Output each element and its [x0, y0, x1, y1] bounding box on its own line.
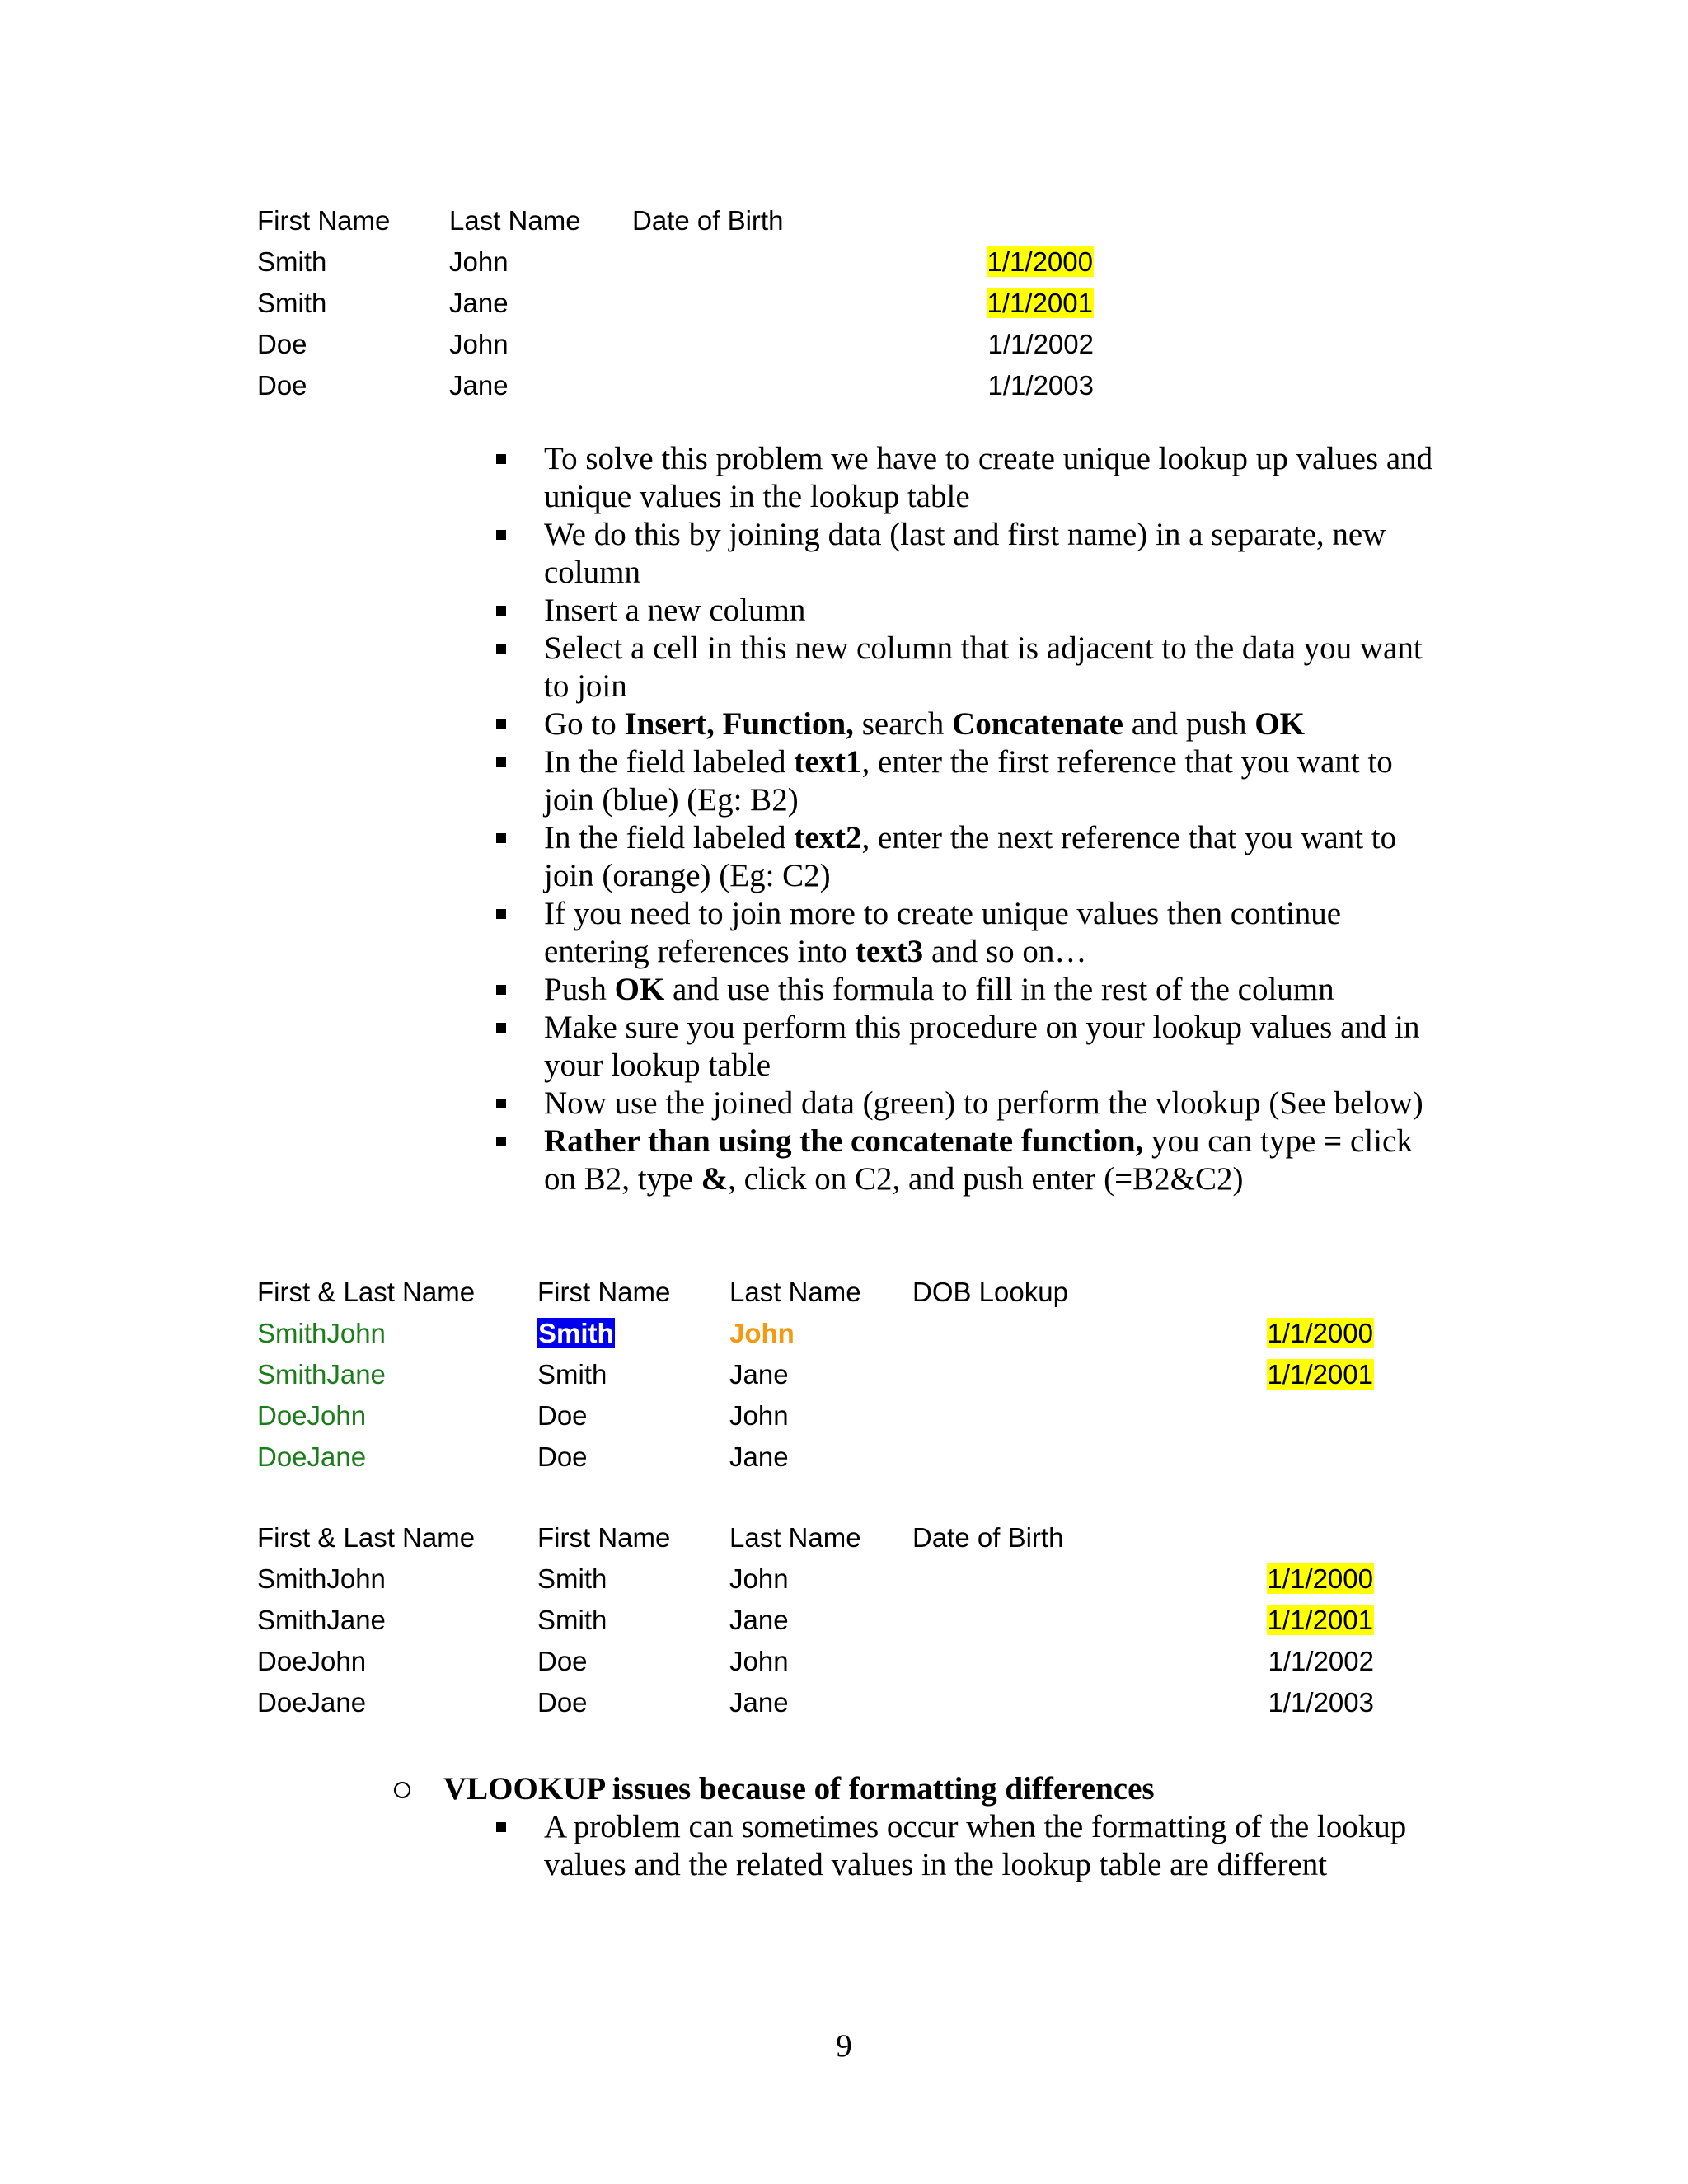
cell-text: John [729, 1400, 789, 1431]
cell-text: 1/1/2002 [987, 329, 1094, 359]
list-item [493, 440, 1449, 516]
table-header-row [257, 1272, 1411, 1313]
table-cell [729, 1313, 795, 1354]
list-item-text: you can type [1143, 1123, 1325, 1159]
list-item [493, 516, 1449, 592]
square-bullet-icon [496, 719, 506, 729]
table-row [257, 283, 1411, 324]
column-header: Date of Birth [632, 205, 784, 236]
table-row [257, 1682, 1411, 1723]
table-cell [729, 1641, 789, 1682]
cell-text: 1/1/2000 [987, 246, 1093, 277]
table-cell [257, 241, 326, 283]
table-row [257, 1436, 1411, 1478]
list-item [493, 1122, 1449, 1198]
cell-text: SmithJohn [257, 1318, 386, 1348]
list-item-text: , enter the next reference that you want to join (orange) (Eg: C2) [544, 820, 1397, 893]
table-cell [729, 1682, 789, 1723]
table-row [257, 241, 1411, 283]
cell-text: John [729, 1646, 789, 1676]
table-row [257, 1313, 1411, 1354]
table-cell [729, 1600, 789, 1641]
column-header: DOB Lookup [912, 1277, 1068, 1307]
page-number: 9 [836, 2028, 852, 2064]
square-bullet-icon [496, 1822, 506, 1832]
cell-text: 1/1/2002 [1268, 1646, 1374, 1676]
list-item-text: and so on… [923, 934, 1087, 969]
square-bullet-icon [496, 757, 506, 767]
list-item [493, 895, 1449, 971]
list-item-text: search [853, 706, 953, 742]
list-item-text: In the field labeled [544, 744, 795, 780]
table-cell [257, 1600, 386, 1641]
list-item-text: Select a cell in this new column that is adjacent to the data you want to join [544, 630, 1423, 704]
table-cell [537, 1641, 588, 1682]
bold-text: text3 [855, 934, 924, 969]
list-item [493, 1808, 1482, 1884]
table-cell [257, 365, 307, 406]
bold-text: Concatenate [952, 706, 1123, 742]
list-item [493, 819, 1449, 895]
table-row [257, 324, 1411, 365]
cell-text: Smith [537, 1359, 607, 1390]
table-cell [257, 283, 326, 324]
column-header: First Name [537, 1277, 671, 1307]
cell-text: Jane [729, 1687, 789, 1718]
table-cell [912, 1436, 1374, 1478]
square-bullet-icon [496, 1023, 506, 1033]
table-cell [912, 1558, 1374, 1600]
bold-text: Insert, Function, [624, 706, 854, 742]
column-header: Last Name [729, 1522, 861, 1553]
instruction-list [493, 440, 1449, 1198]
table-row [257, 1354, 1411, 1395]
list-item [493, 630, 1449, 705]
table-cell [632, 241, 1094, 283]
list-item-text: A problem can sometimes occur when the formatting of the lookup values and the related values in the lookup table are different [544, 1809, 1407, 1882]
table-cell [912, 1354, 1374, 1395]
cell-text: SmithJohn [257, 1563, 386, 1594]
cell-text: 1/1/2001 [1267, 1359, 1373, 1390]
table-row [257, 1641, 1411, 1682]
square-bullet-icon [496, 909, 506, 919]
table-cell [912, 1395, 1374, 1436]
list-item [493, 705, 1449, 743]
cell-text: Smith [538, 1318, 614, 1348]
bold-text: & [701, 1161, 729, 1197]
table-cell [632, 283, 1094, 324]
list-item-text: click on B2, type [544, 1123, 1413, 1197]
bold-text: text1 [794, 744, 862, 780]
table-cell [449, 324, 509, 365]
cell-text: DoeJane [257, 1687, 367, 1718]
table-cell [449, 241, 509, 283]
table-cell [729, 1558, 789, 1600]
square-bullet-icon [496, 606, 506, 616]
column-header: First Name [257, 205, 391, 236]
column-header: Last Name [449, 205, 581, 236]
table-row [257, 1558, 1411, 1600]
list-item-text: Now use the joined data (green) to perform the vlookup (See below) [544, 1085, 1423, 1121]
table-cell [257, 1682, 366, 1723]
list-item-text: , click on C2, and push enter (=B2&C2) [728, 1161, 1244, 1197]
table-cell [257, 324, 307, 365]
list-item [493, 971, 1449, 1009]
cell-text: SmithJane [257, 1605, 386, 1635]
square-bullet-icon [496, 1099, 506, 1108]
bold-text: text2 [794, 820, 862, 855]
cell-text: DoeJane [257, 1441, 367, 1472]
cell-text: Smith [257, 288, 327, 318]
column-header: Last Name [729, 1277, 861, 1307]
table-cell [537, 1354, 607, 1395]
cell-text: Jane [729, 1441, 789, 1472]
cell-text: 1/1/2000 [1267, 1318, 1373, 1348]
square-bullet-icon [496, 530, 506, 540]
cell-text: 1/1/2001 [1267, 1605, 1373, 1635]
table-cell [257, 1641, 366, 1682]
cell-text: 1/1/2003 [987, 370, 1094, 401]
square-bullet-icon [496, 454, 506, 464]
list-item-text: Insert a new column [544, 593, 806, 628]
table-cell [729, 1436, 789, 1478]
cell-text: 1/1/2001 [987, 288, 1093, 318]
table-row [257, 365, 1411, 406]
list-item-text: , enter the first reference that you want to join (blue) (Eg: B2) [544, 744, 1393, 818]
list-item-text: In the field labeled [544, 820, 795, 855]
table-cell [537, 1600, 607, 1641]
cell-text: Jane [729, 1605, 789, 1635]
table-cell [537, 1313, 615, 1354]
section-heading-text: VLOOKUP issues because of formatting differences [443, 1771, 1155, 1807]
column-header: First & Last Name [257, 1522, 476, 1553]
bold-text: Rather than using the concatenate function, [544, 1123, 1144, 1159]
cell-text: 1/1/2000 [1267, 1563, 1373, 1594]
list-item [493, 1085, 1449, 1122]
table-header-row [257, 200, 1411, 241]
list-item-text: Go to [544, 706, 625, 742]
table-cell [632, 365, 1094, 406]
table-cell [257, 1313, 386, 1354]
cell-text: John [729, 1318, 795, 1348]
list-item [493, 592, 1449, 630]
list-item [493, 1009, 1449, 1085]
bold-text: OK [614, 972, 665, 1007]
cell-text: SmithJane [257, 1359, 386, 1390]
table-cell [257, 1558, 386, 1600]
cell-text: John [449, 329, 509, 359]
table-cell [912, 1641, 1374, 1682]
table-cell [912, 1682, 1374, 1723]
table-cell [257, 1436, 366, 1478]
cell-text: DoeJohn [257, 1646, 367, 1676]
table-cell [912, 1600, 1374, 1641]
bold-text: OK [1254, 706, 1305, 742]
cell-text: Jane [729, 1359, 789, 1390]
square-bullet-icon [496, 1137, 506, 1146]
circle-bullet-icon [394, 1782, 410, 1798]
square-bullet-icon [496, 644, 506, 654]
list-item-text: If you need to join more to create unique values then continue entering references into [544, 896, 1342, 969]
table-cell [537, 1682, 588, 1723]
bold-text: = [1324, 1123, 1343, 1159]
table-cell [632, 324, 1094, 365]
square-bullet-icon [496, 985, 506, 995]
section-bullet-list [493, 1808, 1482, 1884]
table-cell [449, 365, 509, 406]
cell-text: DoeJohn [257, 1400, 367, 1431]
cell-text: 1/1/2003 [1268, 1687, 1374, 1718]
column-header: First & Last Name [257, 1277, 476, 1307]
cell-text: Doe [257, 329, 307, 359]
table-cell [257, 1354, 386, 1395]
list-item-text: We do this by joining data (last and first name) in a separate, new column [544, 517, 1386, 590]
table-cell [729, 1354, 789, 1395]
cell-text: Doe [257, 370, 307, 401]
cell-text: Doe [537, 1687, 588, 1718]
list-item-text: Make sure you perform this procedure on your lookup values and in your lookup table [544, 1010, 1420, 1083]
cell-text: John [449, 246, 509, 277]
table-cell [537, 1558, 607, 1600]
list-item-text: and push [1123, 706, 1255, 742]
table-cell [537, 1395, 588, 1436]
cell-text: Smith [257, 246, 327, 277]
column-header: Date of Birth [912, 1522, 1064, 1553]
column-header: First Name [537, 1522, 671, 1553]
table-row [257, 1395, 1411, 1436]
list-item-text: Push [544, 972, 615, 1007]
cell-text: Doe [537, 1441, 588, 1472]
cell-text: Jane [449, 288, 509, 318]
cell-text: Smith [537, 1563, 607, 1594]
table-row [257, 1600, 1411, 1641]
table-cell [537, 1436, 588, 1478]
table-cell [449, 283, 509, 324]
cell-text: Jane [449, 370, 509, 401]
cell-text: Smith [537, 1605, 607, 1635]
table-cell [257, 1395, 366, 1436]
cell-text: John [729, 1563, 789, 1594]
cell-text: Doe [537, 1400, 588, 1431]
cell-text: Doe [537, 1646, 588, 1676]
table-header-row [257, 1517, 1411, 1558]
square-bullet-icon [496, 833, 506, 843]
list-item-text: and use this formula to fill in the rest of the column [664, 972, 1334, 1007]
list-item-text: To solve this problem we have to create unique lookup up values and unique values in the lookup table [544, 441, 1433, 514]
table-cell [912, 1313, 1374, 1354]
table-cell [729, 1395, 789, 1436]
list-item [493, 743, 1449, 819]
